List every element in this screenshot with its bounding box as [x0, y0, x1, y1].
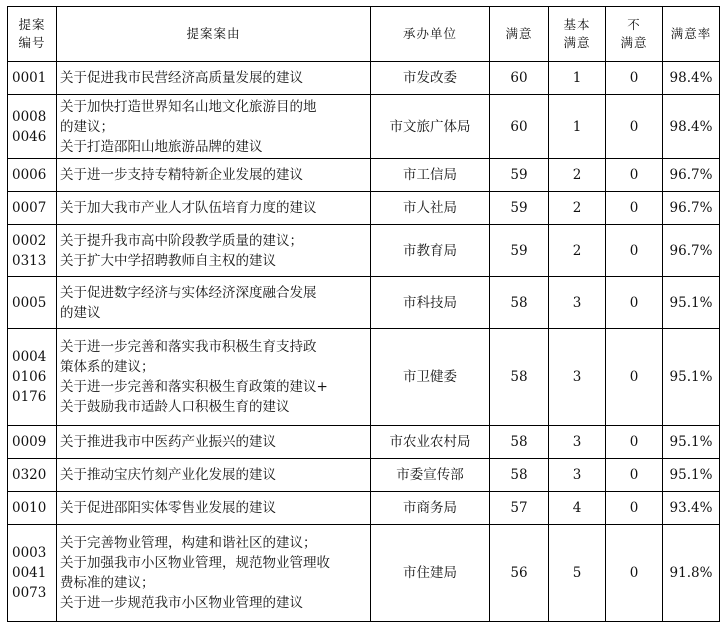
table-row — [8, 62, 720, 95]
satisfied-count-cell: 58 — [490, 459, 549, 492]
header-row — [8, 7, 720, 62]
proposal-id: 0003 — [12, 545, 47, 561]
handling-unit-cell: 市教育局 — [371, 225, 490, 277]
proposal-reason-line: 的建议； — [60, 118, 114, 135]
basically-satisfied-count-cell: 1 — [549, 62, 606, 95]
satisfaction-rate-cell: 95.1% — [663, 329, 720, 426]
satisfaction-rate-cell: 95.1% — [663, 277, 720, 329]
satisfied-count-cell: 58 — [490, 329, 549, 426]
satisfaction-rate-cell: 91.8% — [663, 525, 720, 622]
proposal-reason-cell — [57, 277, 371, 329]
header-basically-satisfied: 基本 满意 — [549, 7, 606, 62]
table-row — [8, 525, 720, 622]
basically-satisfied-count-cell: 5 — [549, 525, 606, 622]
basically-satisfied-count-cell: 3 — [549, 277, 606, 329]
proposal-reason-cell — [57, 62, 371, 95]
handling-unit-cell: 市住建局 — [371, 525, 490, 622]
proposal-id: 0007 — [12, 200, 47, 216]
satisfied-count-cell: 56 — [490, 525, 549, 622]
table-row — [8, 426, 720, 459]
satisfied-count-cell: 58 — [490, 426, 549, 459]
table-row — [8, 225, 720, 277]
satisfied-count-cell: 60 — [490, 95, 549, 159]
proposal-reason-cell — [57, 225, 371, 277]
handling-unit-cell: 市卫健委 — [371, 329, 490, 426]
basically-satisfied-count-cell: 2 — [549, 192, 606, 225]
proposal-reason-cell — [57, 525, 371, 622]
satisfaction-rate-cell: 96.7% — [663, 159, 720, 192]
header-unsatisfied: 不 满意 — [606, 7, 663, 62]
proposal-reason-cell — [57, 426, 371, 459]
proposal-id: 0073 — [12, 585, 47, 601]
proposal-reason-line: 关于加强我市小区物业管理，规范物业管理收 — [60, 555, 330, 571]
proposal-reason-line: 关于进一步规范我市小区物业管理的建议 — [60, 595, 303, 611]
satisfied-count-cell: 59 — [490, 192, 549, 225]
basically-satisfied-count-cell: 2 — [549, 225, 606, 277]
basically-satisfied-count-cell: 3 — [549, 426, 606, 459]
proposal-id-cell — [8, 426, 57, 459]
satisfied-count-cell: 59 — [490, 225, 549, 277]
unsatisfied-count-cell: 0 — [606, 277, 663, 329]
proposal-id: 0004 — [12, 349, 47, 365]
satisfied-count-cell: 58 — [490, 277, 549, 329]
table-row — [8, 159, 720, 192]
proposal-id-cell — [8, 62, 57, 95]
proposal-id: 0320 — [12, 467, 47, 483]
proposal-reason-line: 关于加大我市产业人才队伍培育力度的建议 — [60, 200, 317, 216]
header-proposal-id: 提案 编号 — [8, 7, 57, 62]
proposal-reason-line: 关于提升我市高中阶段教学质量的建议； — [60, 232, 303, 249]
satisfied-count-cell: 57 — [490, 492, 549, 525]
proposal-reason-line: 费标准的建议； — [60, 575, 155, 591]
proposal-reason-line: 关于加快打造世界知名山地文化旅游目的地 — [60, 98, 317, 115]
proposal-id: 0006 — [12, 167, 47, 183]
satisfied-count-cell: 59 — [490, 159, 549, 192]
basically-satisfied-count-cell: 4 — [549, 492, 606, 525]
unsatisfied-count-cell: 0 — [606, 492, 663, 525]
unsatisfied-count-cell: 0 — [606, 525, 663, 622]
proposal-id-cell — [8, 159, 57, 192]
handling-unit-cell: 市科技局 — [371, 277, 490, 329]
handling-unit-cell: 市商务局 — [371, 492, 490, 525]
proposal-id: 0106 — [12, 369, 47, 385]
proposal-reason-line: 关于推动宝庆竹刻产业化发展的建议 — [60, 467, 276, 483]
proposal-id-cell — [8, 329, 57, 426]
table-row — [8, 192, 720, 225]
proposal-satisfaction-table — [7, 6, 720, 622]
satisfaction-rate-cell: 98.4% — [663, 95, 720, 159]
unsatisfied-count-cell: 0 — [606, 225, 663, 277]
handling-unit-cell: 市农业农村局 — [371, 426, 490, 459]
satisfaction-rate-cell: 96.7% — [663, 225, 720, 277]
proposal-reason-line: 策体系的建议； — [60, 359, 155, 375]
unsatisfied-count-cell: 0 — [606, 62, 663, 95]
proposal-id: 0002 — [12, 232, 47, 249]
proposal-reason-line: 关于进一步支持专精特新企业发展的建议 — [60, 167, 303, 183]
table-row — [8, 329, 720, 426]
proposal-id: 0009 — [12, 434, 47, 450]
proposal-id: 0176 — [12, 389, 47, 405]
proposal-reason-line: 关于促进数字经济与实体经济深度融合发展 — [60, 284, 317, 301]
unsatisfied-count-cell: 0 — [606, 459, 663, 492]
proposal-id-cell — [8, 525, 57, 622]
proposal-id-cell — [8, 492, 57, 525]
proposal-id: 0008 — [12, 108, 47, 125]
header-proposal-reason: 提案案由 — [57, 7, 371, 62]
proposal-reason-cell — [57, 159, 371, 192]
proposal-reason-cell — [57, 459, 371, 492]
proposal-id: 0005 — [12, 294, 47, 311]
proposal-reason-line: 关于进一步完善和落实我市积极生育支持政 — [60, 339, 317, 355]
header-satisfied: 满意 — [490, 7, 549, 62]
table-row — [8, 459, 720, 492]
proposal-reason-line: 关于促进邵阳实体零售业发展的建议 — [60, 500, 276, 516]
unsatisfied-count-cell: 0 — [606, 95, 663, 159]
satisfaction-rate-cell: 95.1% — [663, 426, 720, 459]
basically-satisfied-count-cell: 1 — [549, 95, 606, 159]
table-row — [8, 492, 720, 525]
handling-unit-cell: 市文旅广体局 — [371, 95, 490, 159]
proposal-id: 0010 — [12, 500, 47, 516]
handling-unit-cell: 市发改委 — [371, 62, 490, 95]
table-row — [8, 277, 720, 329]
unsatisfied-count-cell: 0 — [606, 192, 663, 225]
handling-unit-cell: 市工信局 — [371, 159, 490, 192]
handling-unit-cell: 市委宣传部 — [371, 459, 490, 492]
table-row — [8, 95, 720, 159]
proposal-reason-cell — [57, 95, 371, 159]
basically-satisfied-count-cell: 3 — [549, 329, 606, 426]
unsatisfied-count-cell: 0 — [606, 426, 663, 459]
satisfaction-rate-cell: 98.4% — [663, 62, 720, 95]
proposal-id-cell — [8, 277, 57, 329]
satisfaction-rate-cell: 96.7% — [663, 192, 720, 225]
proposal-reason-line: 的建议 — [60, 304, 101, 321]
proposal-reason-cell — [57, 192, 371, 225]
proposal-id-cell — [8, 459, 57, 492]
satisfaction-rate-cell: 95.1% — [663, 459, 720, 492]
proposal-id-cell — [8, 225, 57, 277]
header-handling-unit: 承办单位 — [371, 7, 490, 62]
satisfaction-rate-cell: 93.4% — [663, 492, 720, 525]
proposal-reason-line: 关于扩大中学招聘教师自主权的建议 — [60, 252, 276, 269]
handling-unit-cell: 市人社局 — [371, 192, 490, 225]
proposal-reason-line: 关于促进我市民营经济高质量发展的建议 — [60, 70, 303, 86]
unsatisfied-count-cell: 0 — [606, 159, 663, 192]
proposal-reason-cell — [57, 329, 371, 426]
proposal-id: 0046 — [12, 128, 47, 145]
proposal-reason-line: 关于推进我市中医药产业振兴的建议 — [60, 434, 276, 450]
unsatisfied-count-cell: 0 — [606, 329, 663, 426]
proposal-id-cell — [8, 95, 57, 159]
proposal-id: 0041 — [12, 565, 47, 581]
proposal-id-cell — [8, 192, 57, 225]
proposal-reason-line: 关于鼓励我市适龄人口积极生育的建议 — [60, 399, 290, 415]
proposal-id: 0313 — [12, 252, 47, 269]
basically-satisfied-count-cell: 2 — [549, 159, 606, 192]
proposal-reason-line: 关于打造邵阳山地旅游品牌的建议 — [60, 138, 263, 155]
proposal-reason-line: 关于进一步完善和落实积极生育政策的建议+ — [60, 379, 328, 395]
proposal-reason-line: 关于完善物业管理，构建和谐社区的建议； — [60, 535, 317, 551]
satisfied-count-cell: 60 — [490, 62, 549, 95]
header-satisfaction-rate: 满意率 — [663, 7, 720, 62]
proposal-reason-cell — [57, 492, 371, 525]
basically-satisfied-count-cell: 3 — [549, 459, 606, 492]
proposal-id: 0001 — [12, 70, 47, 86]
